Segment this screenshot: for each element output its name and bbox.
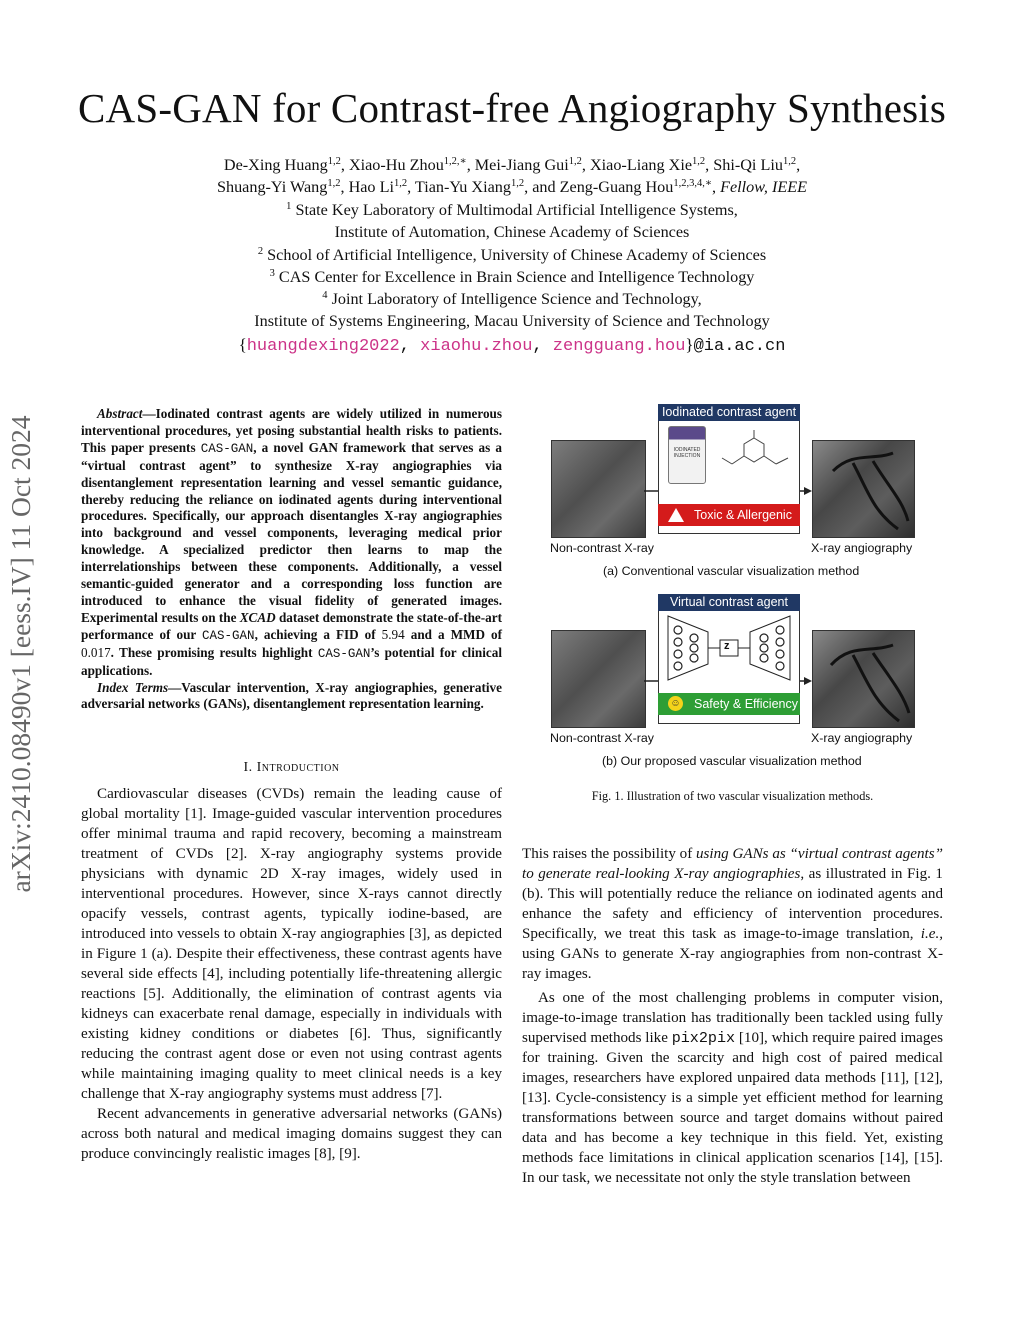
intro-left-column: [81, 784, 502, 1164]
subcaption-a: (a) Conventional vascular visualization method: [603, 564, 860, 578]
angiography-image-a: [812, 440, 915, 538]
label-noncontrast-a: Non-contrast X-ray: [550, 541, 654, 555]
warning-icon: [668, 508, 684, 522]
vessel-overlay-a: [813, 441, 914, 537]
figure-caption: Fig. 1. Illustration of two vascular visualization methods.: [591, 789, 874, 803]
right-paragraph-1: This raises the possibility of using GANs as “virtual contrast agents” to generate real-looking X-ray angiographies, as illustrated in Fig. 1 (b). This will potentially reduce the reliance on iodinated agents and enhance the safety and efficiency of intervention procedures. Specifically, we treat this task as image-to-image translation, i.e., using GANs to generate X-ray angiographies from non-contrast X-ray images.: [522, 846, 943, 982]
subcaption-b: (b) Our proposed vascular visualization method: [602, 754, 862, 768]
affiliation-3: $^3$ CAS Center for Excellence in Brain Science and Intelligence Technology: [269, 268, 755, 286]
label-angiography-b: X-ray angiography: [811, 731, 913, 745]
email-line: {huangdexing2022, xiaohu.zhou, zengguang.hou}@ia.ac.cn: [238, 335, 786, 356]
intro-right-column: [522, 844, 943, 1188]
banner-contrast-agent: Iodinated contrast agent: [658, 404, 800, 421]
affiliation-2: $^2$ School of Artificial Intelligence, University of Chinese Academy of Sciences: [257, 246, 767, 264]
affiliation-1: $^1$ State Key Laboratory of Multimodal Artificial Intelligence Systems,: [286, 201, 738, 219]
label-angiography-a: X-ray angiography: [811, 541, 913, 555]
email-link-1[interactable]: huangdexing2022: [246, 337, 400, 356]
label-noncontrast-b: Non-contrast X-ray: [550, 731, 654, 745]
author-line-1: De-Xing Huang$^{1,2}$, Xiao-Hu Zhou$^{1,2,∗}$, Mei-Jiang Gui$^{1,2}$, Xiao-Liang Xie$^{1,2}$, Shi-Qi Liu$^{1,2}$,: [223, 156, 801, 174]
email-link-3[interactable]: zengguang.hou: [552, 337, 686, 356]
index-terms: Index Terms—Vascular intervention, X-ray angiographies, generative adversarial networks (GANs), disentanglement representation learning.: [81, 679, 503, 712]
molecule-icon: [714, 428, 794, 482]
section-heading: I. Introduction: [243, 760, 340, 775]
affiliation-1b: Institute of Automation, Chinese Academy of Sciences: [334, 223, 690, 241]
vessel-overlay-b: [813, 631, 914, 727]
banner-virtual-agent: Virtual contrast agent: [658, 594, 800, 611]
figure-1: [540, 400, 930, 780]
right-paragraph-2: As one of the most challenging problems in computer vision, image-to-image translation has traditionally been tackled using fully supervised methods like pix2pix [10], which require paired images for training. Given the scarcity and high cost of paired medical images, researchers have explored unpaired data methods [11], [12], [13]. Cycle-consistency is a simple yet efficient method for learning transformations between source and target domains without paired data and has become a key technique in this field. Yet, existing methods face limitations in clinical application scenarios [14], [15]. In our task, we necessitate not only the style translation between: [522, 990, 944, 1186]
email-link-2[interactable]: xiaohu.zhou: [420, 337, 533, 356]
noncontrast-xray-image-b: [551, 630, 646, 728]
affiliation-4: $^4$ Joint Laboratory of Intelligence Science and Technology,: [322, 290, 702, 308]
safety-box: ☺ Safety & Efficiency: [658, 693, 800, 715]
synthesized-angiography-image-b: [812, 630, 915, 728]
latent-z-label: z: [724, 640, 730, 652]
vial-icon: IODINATED INJECTION: [668, 426, 706, 484]
affiliation-4b: Institute of Systems Engineering, Macau University of Science and Technology: [254, 312, 770, 330]
toxic-warning-box: Toxic & Allergenic: [658, 504, 800, 526]
paper-title: CAS-GAN for Contrast-free Angiography Synthesis: [77, 85, 947, 131]
noncontrast-xray-image-a: [551, 440, 646, 538]
abstract: Abstract—Iodinated contrast agents are widely utilized in numerous interventional procedures, yet posing substantial health risks to patients. This paper presents CAS-GAN, a novel GAN framework that serves as a “virtual contrast agent” to synthesize X-ray angiographies via disentanglement representation learning and vessel semantic guidance, thereby reducing the reliance on iodinated agents during interventional procedures. Specifically, our approach disentangles X-ray angiographies into background and vessel components, leveraging medical prior knowledge. A specialized predictor then learns to map the interrelationships between these components. Additionally, a vessel semantic-guided generator and a corresponding loss function are introduced to enhance the visual fidelity of generated images. Experimental results on the XCAD dataset demonstrate the state-of-the-art performance of our CAS-GAN, achieving a FID of 5.94 and a MMD of 0.017. These promising results highlight CAS-GAN’s potential for clinical applications. Index Terms—Vascular intervention, X-ray angiographies, generative adversarial networks (GANs), disentanglement representation learning.: [81, 406, 503, 712]
intro-paragraph-1: Cardiovascular diseases (CVDs) remain the leading cause of global mortality [1]. Image-guided vascular intervention procedures offer minimal trauma and rapid recovery, becoming a mainstream treatment of CVDs [2]. X-ray angiography systems provide physicians with dynamic 2D X-ray images, widely used in interventional procedures. However, since X-rays cannot directly opacify vessels, contrast agents, typically iodine-based, are introduced into vessels to obtain X-ray angiographies [3], as depicted in Figure 1 (a). Despite their effectiveness, these contrast agents have several side effects [4], including potentially life-threatening allergic reactions [5]. Additionally, the elimination of contrast agents via kidneys can exacerbate renal damage, especially in individuals with existing kidney conditions or diabetes [6]. Thus, significantly reducing the contrast agent dose or even not using contrast agents while maintaining imaging quality to meet clinical needs is a key challenge that X-ray angiography systems must address [7].: [81, 786, 502, 1102]
intro-paragraph-2: Recent advancements in generative adversarial networks (GANs) across both natural and medical imaging domains suggest they can produce convincingly realistic images [8], [9].: [81, 1106, 502, 1162]
author-line-2: Shuang-Yi Wang$^{1,2}$, Hao Li$^{1,2}$, Tian-Yu Xiang$^{1,2}$, and Zeng-Guang Hou$^{1,2,3,4,∗}$, Fellow, IEEE: [216, 178, 808, 196]
smiley-icon: ☺: [668, 696, 683, 711]
